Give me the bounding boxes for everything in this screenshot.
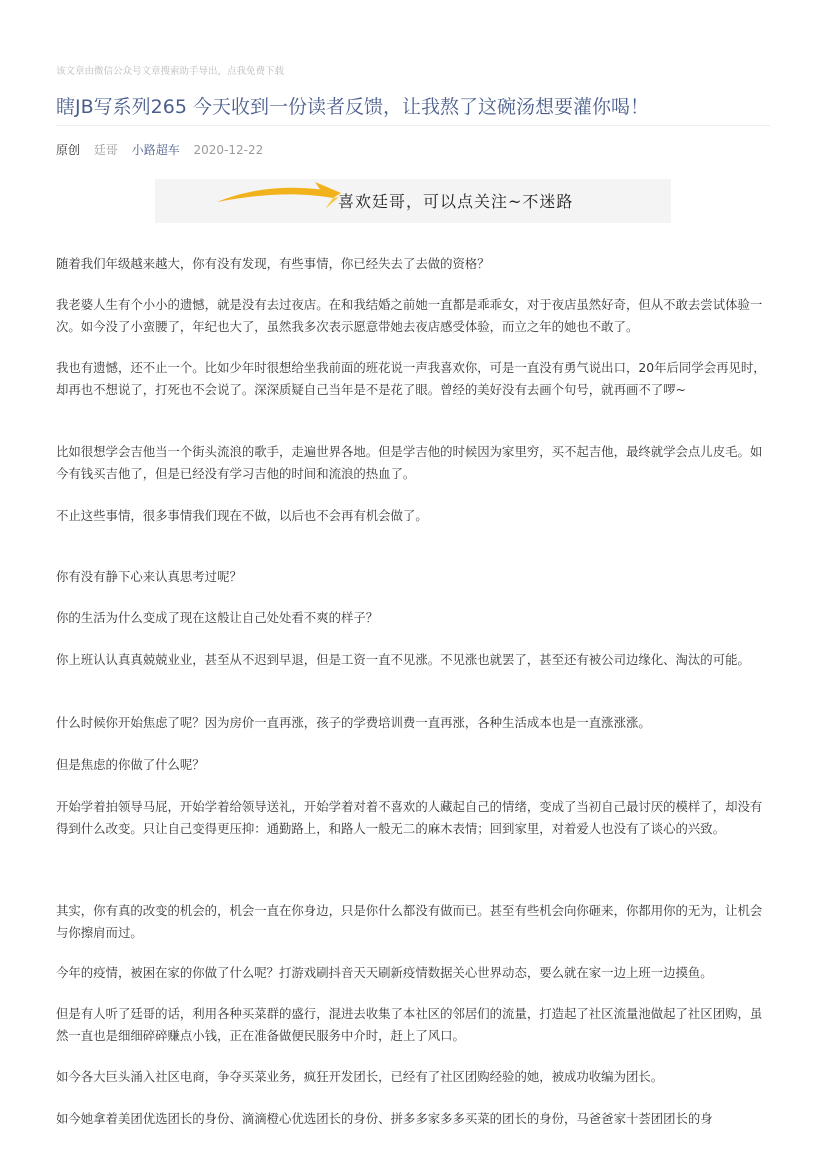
paragraph: 不止这些事情，很多事情我们现在不做，以后也不会再有机会做了。 [56, 508, 428, 523]
paragraph: 今年的疫情，被困在家的你做了什么呢？打游戏刷抖音天天刷新疫情数据关心世界动态，要么就在家一边上班一边摸鱼。 [56, 965, 713, 980]
paragraph: 你的生活为什么变成了现在这般让自己处处看不爽的样子？ [56, 610, 379, 625]
paragraph: 但是有人听了廷哥的话，利用各种买菜群的盛行，混进去收集了本社区的邻居们的流量，打造起了社区流量池做起了社区团购，虽然一直也是细细碎碎赚点小钱，正在准备做便民服务中介时，赶上了风口。 [56, 1006, 763, 1043]
paragraph: 你有没有静下心来认真思考过呢？ [56, 569, 242, 584]
original-badge: 原创 [56, 143, 81, 157]
paragraph: 我老婆人生有个小小的遗憾，就是没有去过夜店。在和我结婚之前她一直都是乖乖女，对于夜店虽然好奇，但从不敢去尝试体验一次。如今没了小蛮腰了，年纪也大了，虽然我多次表示愿意带她去夜店感受体验，而立之年的她也不敢了。 [56, 297, 763, 334]
paragraph: 开始学着拍领导马屁，开始学着给领导送礼，开始学着对着不喜欢的人藏起自己的情绪，变成了当初自己最讨厌的模样了，却没有得到什么改变。只让自己变得更压抑：通勤路上，和路人一般无二的麻木表情；回到家里，对着爱人也没有了谈心的兴致。 [56, 799, 763, 836]
paragraph: 我也有遗憾，还不止一个。比如少年时很想给坐我前面的班花说一声我喜欢你，可是一直没有勇气说出口，20年后同学会再见时，却再也不想说了，打死也不会说了。深深质疑自己当年是不是花了眼。曾经的美好没有去画个句号，就再画不了啰~ [56, 360, 766, 397]
paragraph: 如今她拿着美团优选团长的身份、滴滴橙心优选团长的身份、拼多多家多多买菜的团长的身份，马爸爸家十荟团团长的身 [56, 1111, 713, 1126]
paragraph: 随着我们年级越来越大，你有没有发现，有些事情，你已经失去了去做的资格？ [56, 256, 490, 271]
paragraph: 比如很想学会吉他当一个街头流浪的歌手，走遍世界各地。但是学吉他的时候因为家里穷，买不起吉他，最终就学会点儿皮毛。如今有钱买吉他了，但是已经没有学习吉他的时间和流浪的热血了。 [56, 444, 763, 481]
title-divider [56, 125, 770, 126]
follow-banner [155, 179, 671, 223]
publish-date: 2020-12-22 [193, 143, 264, 157]
article-title: 瞎JB写系列265 今天收到一份读者反馈，让我熬了这碗汤想要灌你喝！ [56, 96, 649, 118]
export-notice-link[interactable]: 该文章由微信公众号文章搜索助手导出，点我免费下载 [56, 66, 285, 77]
paragraph: 如今各大巨头涌入社区电商，争夺买菜业务，疯狂开发团长，已经有了社区团购经验的她，被成功收编为团长。 [56, 1069, 664, 1084]
paragraph: 其实，你有真的改变的机会的，机会一直在你身边，只是你什么都没有做而已。甚至有些机会向你砸来，你都用你的无为，让机会与你擦肩而过。 [56, 903, 763, 940]
account-link[interactable]: 小路超车 [131, 143, 180, 157]
banner-text: 喜欢廷哥，可以点关注~不迷路 [338, 192, 574, 211]
paragraph: 但是焦虑的你做了什么呢？ [56, 757, 205, 772]
author-name: 廷哥 [93, 143, 118, 157]
paragraph: 你上班认认真真兢兢业业，甚至从不迟到早退，但是工资一直不见涨。不见涨也就罢了，甚至还有被公司边缘化、淘汰的可能。 [56, 652, 750, 667]
article-meta [56, 141, 273, 158]
paragraph: 什么时候你开始焦虑了呢？因为房价一直再涨，孩子的学费培训费一直再涨，各种生活成本也是一直涨涨涨。 [56, 715, 651, 730]
